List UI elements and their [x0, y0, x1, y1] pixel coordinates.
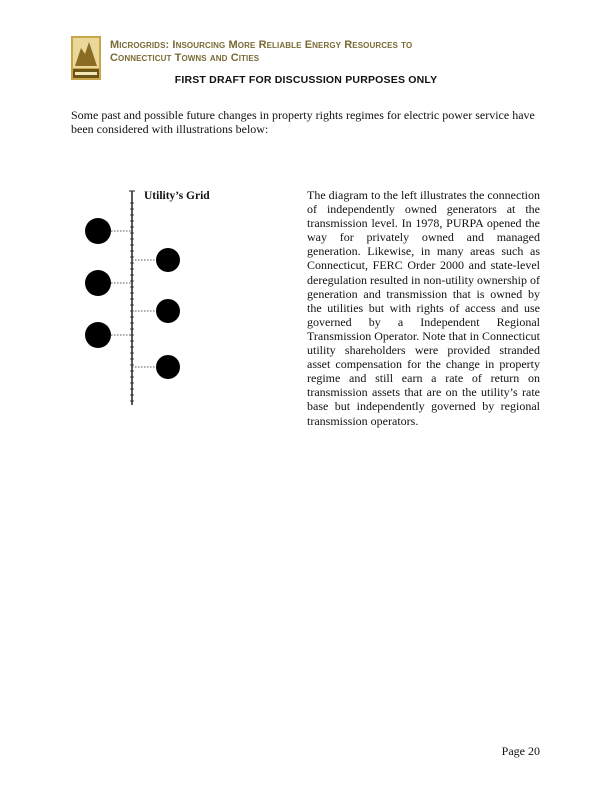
- diagram-title: Utility’s Grid: [144, 190, 210, 202]
- header-title-line1: Microgrids: Insourcing More Reliable Energy Resources to: [110, 39, 413, 51]
- utility-grid-diagram: [80, 183, 280, 413]
- right-generator-3: [132, 355, 180, 379]
- intro-paragraph: Some past and possible future changes in property rights regimes for electric power service have been considered with illustrations below:: [71, 108, 535, 136]
- page-number: Page 20: [501, 744, 540, 758]
- left-generator-2: [85, 270, 132, 296]
- draft-label: FIRST DRAFT FOR DISCUSSION PURPOSES ONLY: [174, 74, 438, 86]
- left-generator-1: [85, 218, 132, 244]
- left-generator-3: [85, 322, 132, 348]
- right-generator-2: [132, 299, 180, 323]
- diagram-description: The diagram to the left illustrates the connection of independently owned generators at the transmission level. In 1978, PURPA opened the way for privately owned and managed generation. Likewise, in many areas such as Connecticut, FERC Order 2000 and state-level deregulation resulted in non-utility ownership of generation and transmission that is owned by the utilities but with rights of access and use governed by a Independent Regional Transmission Operator. Note that in Connecticut utility shareholders were provided stranded asset compensation for the change in property regime and still earn a rate of return on transmission assets that are on the utility’s rate base but independently governed by regional transmission operators.: [307, 188, 540, 428]
- header-title-line2: Connecticut Towns and Cities: [110, 52, 260, 64]
- right-generator-1: [132, 248, 180, 272]
- header-title: [110, 39, 530, 65]
